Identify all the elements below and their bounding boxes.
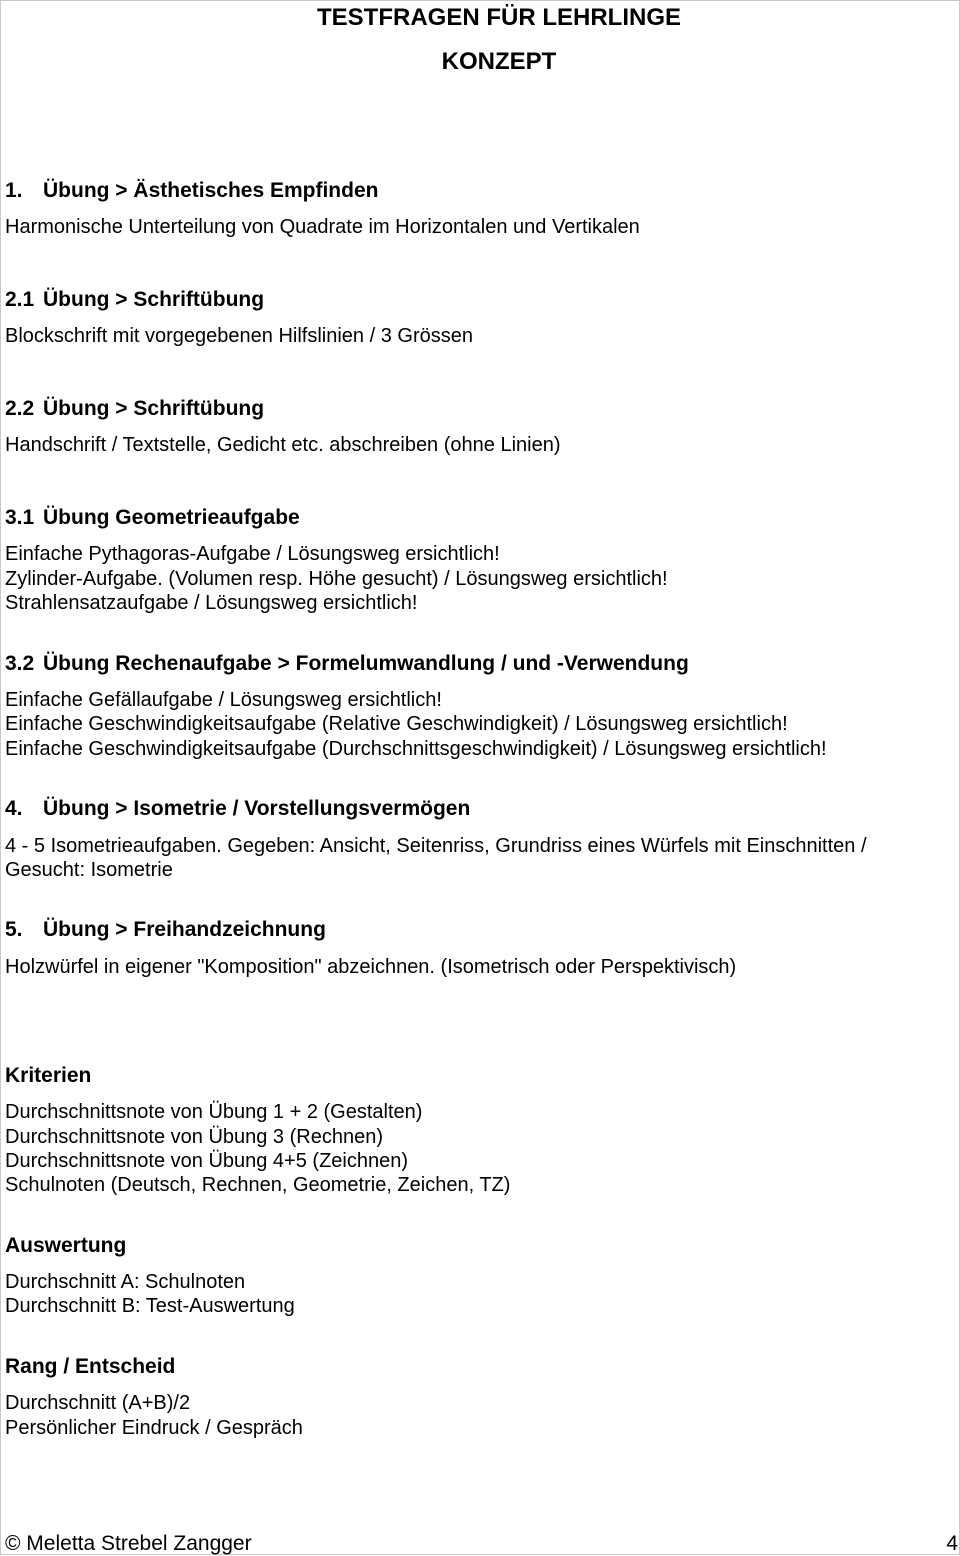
rang-heading: Rang / Entscheid bbox=[5, 1355, 176, 1378]
section-number: 2.2 bbox=[5, 397, 35, 420]
section-title: Übung > Freihandzeichnung bbox=[43, 918, 326, 941]
section-text: Handschrift / Textstelle, Gedicht etc. abschreiben (ohne Linien) bbox=[5, 434, 561, 456]
section-title: Übung > Schriftübung bbox=[43, 288, 265, 311]
section-heading bbox=[5, 918, 326, 942]
section-title: Übung > Schriftübung bbox=[43, 397, 265, 420]
section-text: Einfache Geschwindigkeitsaufgabe (Relative Geschwindigkeit) / Lösungsweg ersichtlich! bbox=[5, 713, 788, 735]
kriterien-item: Durchschnittsnote von Übung 1 + 2 (Gestalten) bbox=[5, 1101, 423, 1123]
rang-item: Durchschnitt (A+B)/2 bbox=[5, 1392, 191, 1414]
auswertung-item: Durchschnitt A: Schulnoten bbox=[5, 1271, 246, 1293]
kriterien-item: Schulnoten (Deutsch, Rechnen, Geometrie, Zeichen, TZ) bbox=[5, 1174, 511, 1196]
kriterien-item: Durchschnittsnote von Übung 4+5 (Zeichnen) bbox=[5, 1150, 409, 1172]
section-text: Einfache Gefällaufgabe / Lösungsweg ersichtlich! bbox=[5, 689, 442, 711]
section-heading bbox=[5, 179, 378, 203]
rang-item: Persönlicher Eindruck / Gespräch bbox=[5, 1417, 303, 1439]
section-text: Blockschrift mit vorgegebenen Hilfslinien / 3 Grössen bbox=[5, 325, 473, 347]
section-text: Harmonische Unterteilung von Quadrate im Horizontalen und Vertikalen bbox=[5, 216, 640, 238]
section-text: Zylinder-Aufgabe. (Volumen resp. Höhe gesucht) / Lösungsweg ersichtlich! bbox=[5, 568, 668, 590]
section-heading bbox=[5, 288, 264, 312]
section-text: Strahlensatzaufgabe / Lösungsweg ersichtlich! bbox=[5, 592, 418, 614]
section-heading bbox=[5, 397, 264, 421]
section-text: Holzwürfel in eigener "Komposition" abzeichnen. (Isometrisch oder Perspektivisch) bbox=[5, 956, 737, 978]
section-number: 2.1 bbox=[5, 288, 35, 311]
section-title: Übung Geometrieaufgabe bbox=[43, 506, 300, 529]
section-heading bbox=[5, 652, 689, 676]
section-number: 4. bbox=[5, 797, 23, 820]
section-text: Einfache Pythagoras-Aufgabe / Lösungsweg ersichtlich! bbox=[5, 543, 500, 565]
footer-author: © Meletta Strebel Zangger bbox=[5, 1532, 252, 1555]
page-title: TESTFRAGEN FÜR LEHRLINGE bbox=[317, 4, 681, 31]
section-number: 1. bbox=[5, 179, 23, 202]
auswertung-heading: Auswertung bbox=[5, 1234, 127, 1257]
section-title: Übung > Ästhetisches Empfinden bbox=[43, 179, 379, 202]
section-text: Einfache Geschwindigkeitsaufgabe (Durchschnittsgeschwindigkeit) / Lösungsweg ersichtlich! bbox=[5, 738, 827, 760]
auswertung-item: Durchschnitt B: Test-Auswertung bbox=[5, 1295, 295, 1317]
section-title: Übung Rechenaufgabe > Formelumwandlung / und -Verwendung bbox=[43, 652, 689, 675]
section-heading bbox=[5, 797, 470, 821]
section-number: 3.1 bbox=[5, 506, 35, 529]
section-title: Übung > Isometrie / Vorstellungsvermögen bbox=[43, 797, 471, 820]
section-text: 4 - 5 Isometrieaufgaben. Gegeben: Ansicht, Seitenriss, Grundriss eines Würfels mit Einschnitten / Gesucht: Isometrie bbox=[5, 835, 867, 882]
section-number: 3.2 bbox=[5, 652, 35, 675]
page-subtitle: KONZEPT bbox=[441, 48, 557, 75]
kriterien-heading: Kriterien bbox=[5, 1064, 92, 1087]
section-heading bbox=[5, 506, 300, 530]
section-number: 5. bbox=[5, 918, 23, 941]
page-number: 4 bbox=[946, 1532, 958, 1555]
kriterien-item: Durchschnittsnote von Übung 3 (Rechnen) bbox=[5, 1126, 383, 1148]
